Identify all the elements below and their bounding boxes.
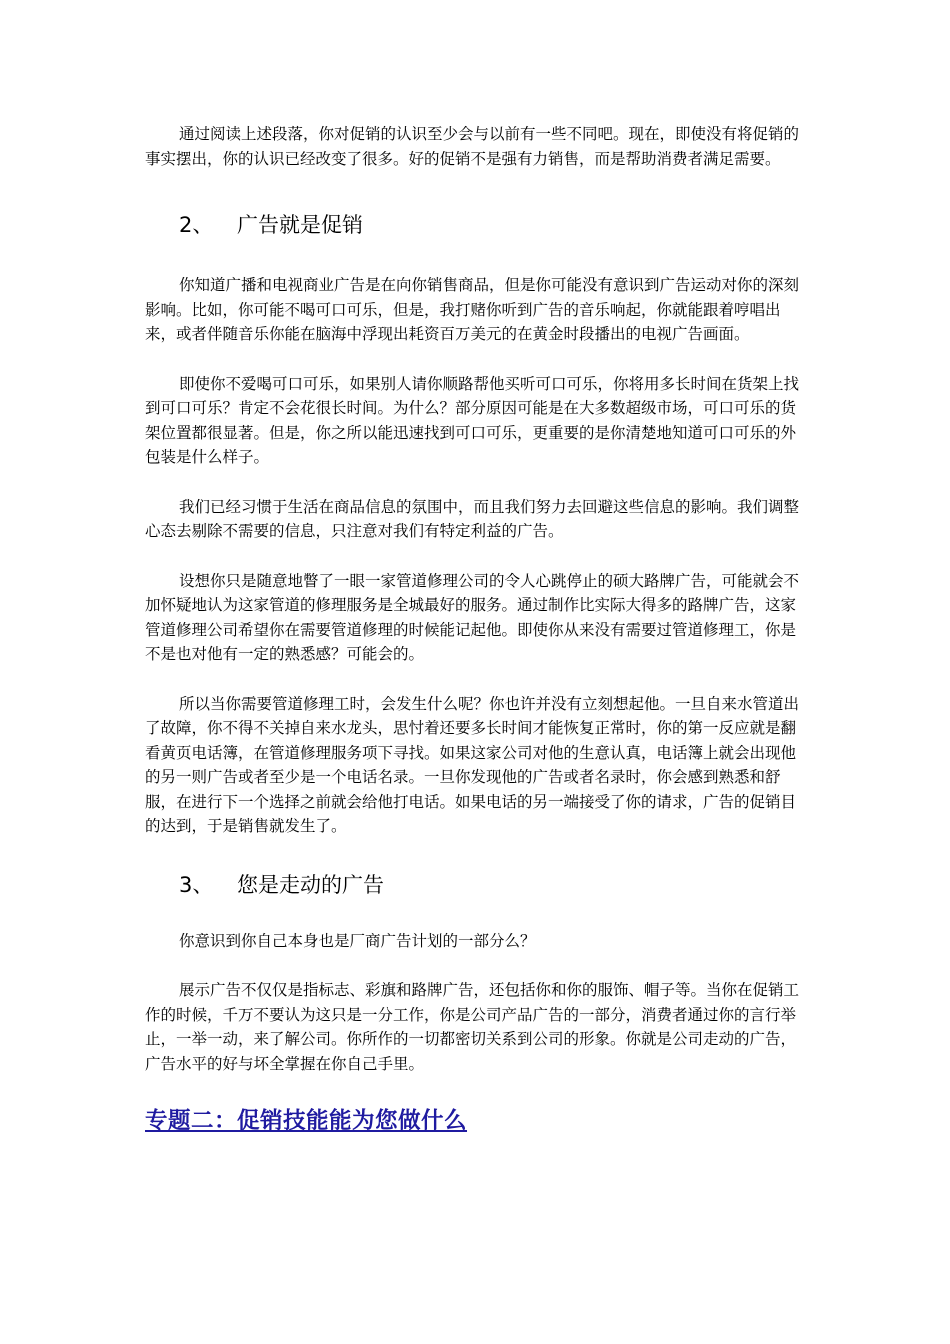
section-2-paragraph-1: 你知道广播和电视商业广告是在向你销售商品，但是你可能没有意识到广告运动对你的深刻影响。比如，你可能不喝可口可乐，但是，我打赌你听到广告的音乐响起，你就能跟着哼唱出来，或者伴随音乐你能在脑海中浮现出耗资百万美元的在黄金时段播出的电视广告画面。 (145, 276, 800, 343)
section-2-title: 广告就是促销 (237, 213, 363, 237)
section-3-heading (145, 871, 805, 899)
section-2-paragraph-2: 即使你不爱喝可口可乐，如果别人请你顺路帮他买听可口可乐，你将用多长时间在货架上找到可口可乐？肯定不会花很长时间。为什么？部分原因可能是在大多数超级市场，可口可乐的货架位置都很显著。但是，你之所以能迅速找到可口可乐，更重要的是你清楚地知道可口可乐的外包装是什么样子。 (145, 374, 800, 466)
intro-paragraph: 通过阅读上述段落，你对促销的认识至少会与以前有一些不同吧。现在，即使没有将促销的事实摆出，你的认识已经改变了很多。好的促销不是强有力销售，而是帮助消费者满足需要。 (145, 125, 800, 168)
section-3-paragraph-1: 你意识到你自己本身也是厂商广告计划的一部分么？ (179, 931, 536, 950)
section-3-title: 您是走动的广告 (237, 872, 384, 897)
section-2-paragraph-3: 我们已经习惯于生活在商品信息的氛围中，而且我们努力去回避这些信息的影响。我们调整心态去剔除不需要的信息，只注意对我们有特定利益的广告。 (145, 497, 800, 540)
topic-heading-link[interactable]: 专题二：促销技能能为您做什么 (145, 1108, 468, 1134)
document-page (145, 122, 805, 1136)
section-2-heading (145, 211, 805, 239)
section-2-paragraph-4: 设想你只是随意地瞥了一眼一家管道修理公司的令人心跳停止的硕大路牌广告，可能就会不加怀疑地认为这家管道的修理服务是全城最好的服务。通过制作比实际大得多的路牌广告，这家管道修理公司希望你在需要管道修理的时候能记起他。即使你从来没有需要过管道修理工，你是不是也对他有一定的熟悉感？可能会的。 (145, 571, 800, 663)
section-3-paragraph-2: 展示广告不仅仅是指标志、彩旗和路牌广告，还包括你和你的服饰、帽子等。当你在促销工作的时候，千万不要认为这只是一分工作，你是公司产品广告的一部分，消费者通过你的言行举止，一举一动，来了解公司。你所作的一切都密切关系到公司的形象。你就是公司走动的广告，广告水平的好与坏全掌握在你自己手里。 (145, 981, 800, 1073)
section-2-paragraph-5: 所以当你需要管道修理工时，会发生什么呢？你也许并没有立刻想起他。一旦自来水管道出了故障，你不得不关掉自来水龙头，思忖着还要多长时间才能恢复正常时，你的第一反应就是翻看黄页电话簿，在管道修理服务项下寻找。如果这家公司对他的生意认真，电话簿上就会出现他的另一则广告或者至少是一个电话名录。一旦你发现他的广告或者名录时，你会感到熟悉和舒服，在进行下一个选择之前就会给他打电话。如果电话的另一端接受了你的请求，广告的促销目的达到，于是销售就发生了。 (145, 694, 800, 835)
section-2-number: 2、 (179, 213, 214, 237)
section-3-number: 3、 (179, 872, 214, 897)
